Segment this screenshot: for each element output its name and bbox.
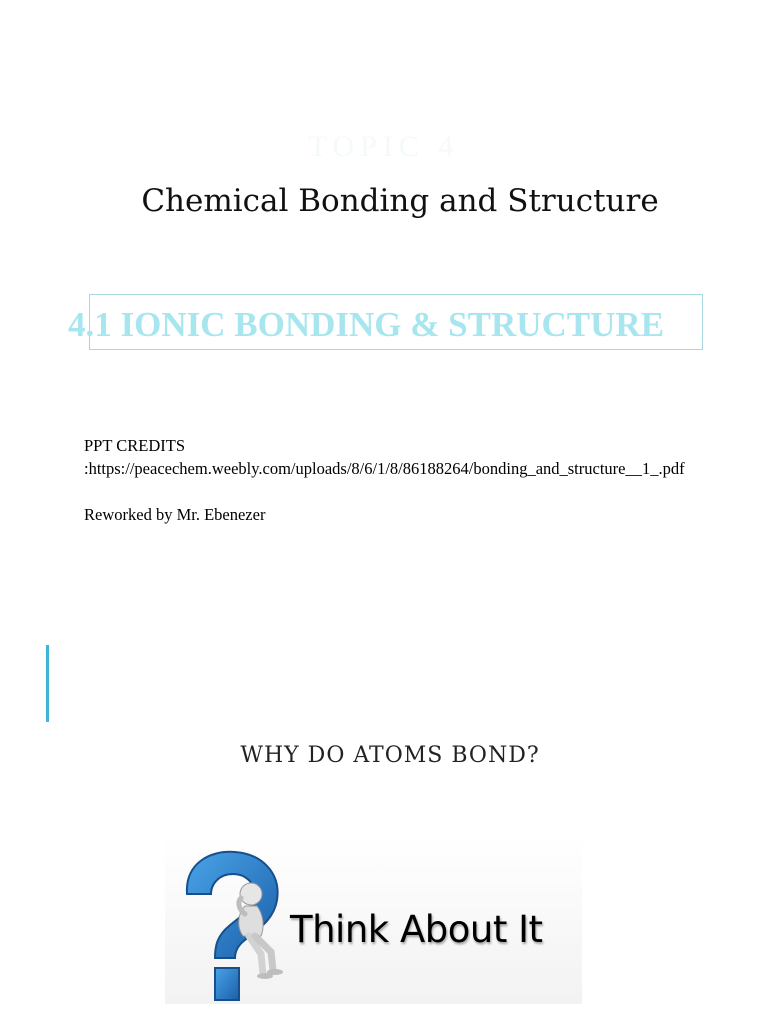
faint-topic-heading: TOPIC 4 — [308, 130, 460, 163]
credits-url: :https://peacechem.weebly.com/uploads/8/6/1/8/86188264/bonding_and_structure__1_.pdf — [84, 459, 685, 478]
think-about-it-caption: Think About It — [290, 908, 543, 951]
credits-label: PPT CREDITS — [84, 436, 186, 455]
think-about-it-image — [165, 836, 582, 1004]
slide-title: 4.1 IONIC BONDING & STRUCTURE — [68, 305, 665, 344]
credits-block — [84, 434, 714, 526]
accent-bar — [46, 645, 49, 722]
slide-question: WHY DO ATOMS BOND? — [240, 743, 540, 768]
reworked-by: Reworked by Mr. Ebenezer — [84, 505, 266, 524]
slide-subtitle: Chemical Bonding and Structure — [141, 183, 659, 219]
